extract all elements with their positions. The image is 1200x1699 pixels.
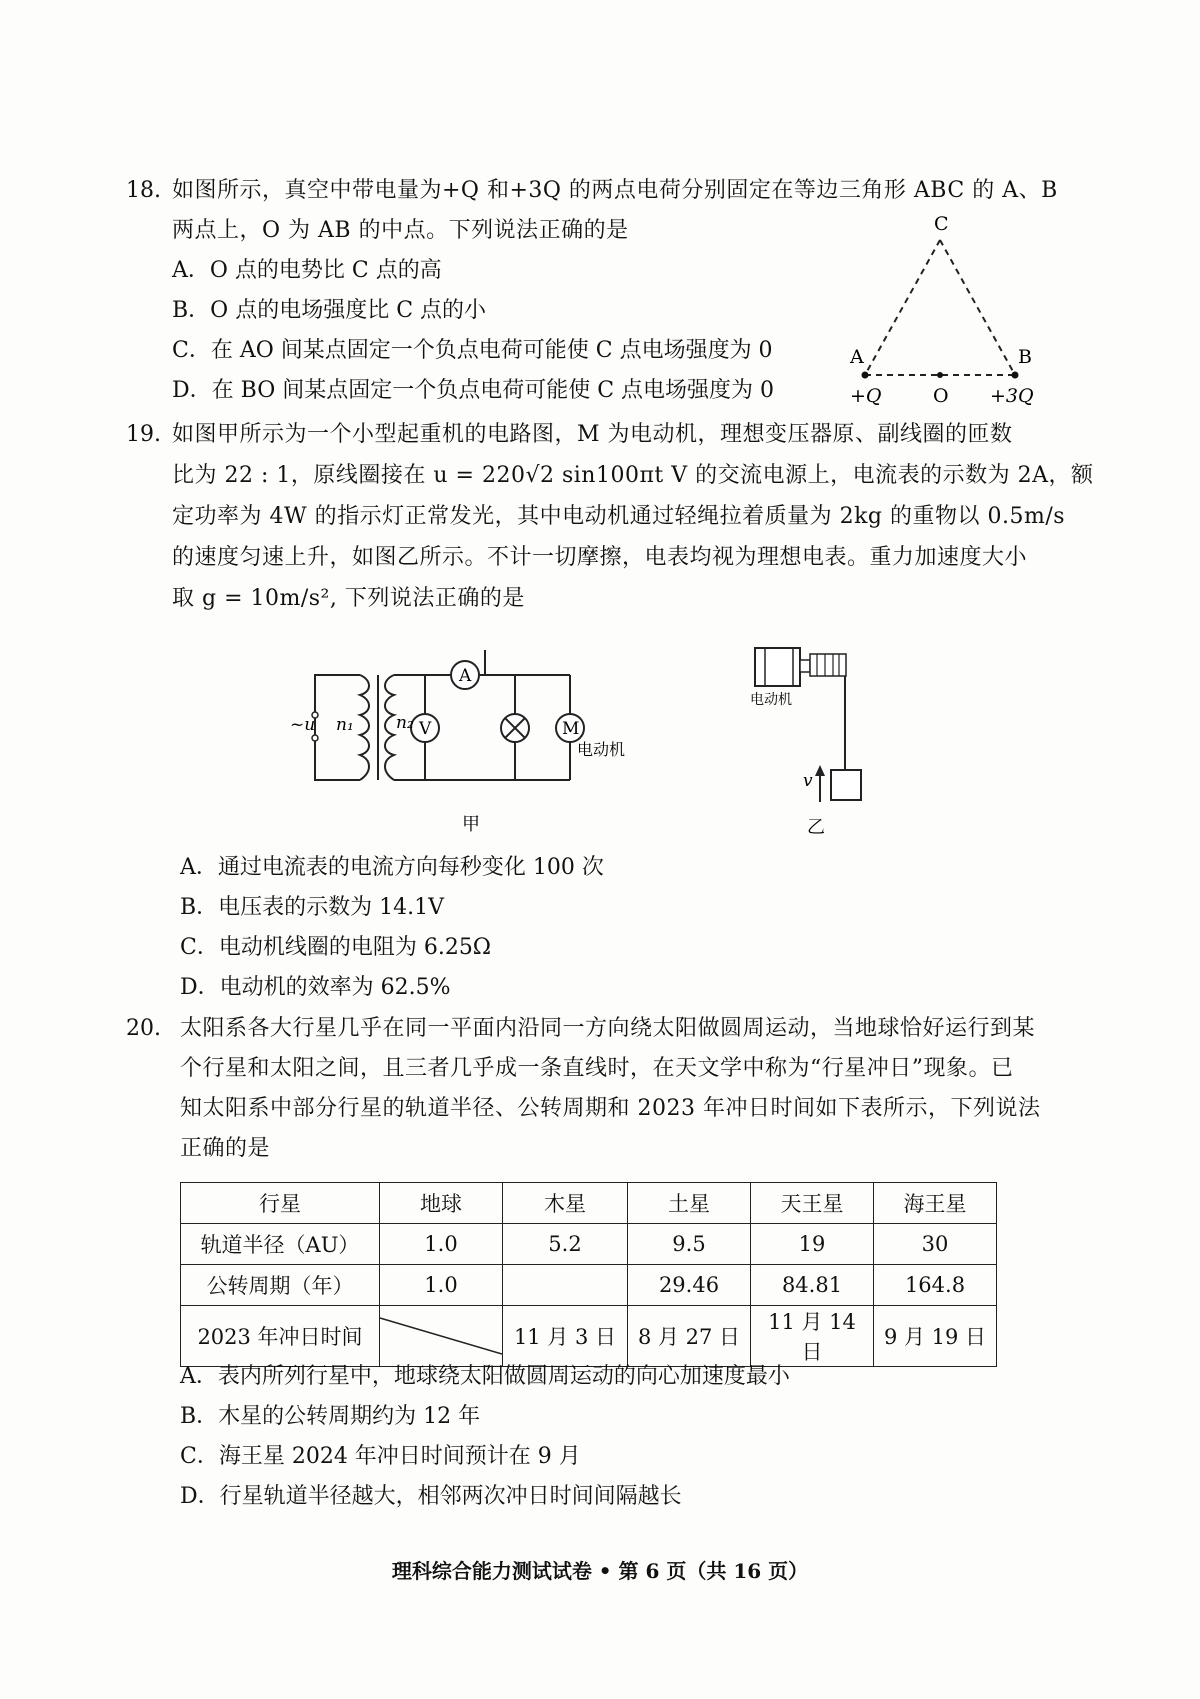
q18-option-c: C．在 AO 间某点固定一个负点电荷可能使 C 点电场强度为 0 [172, 338, 773, 363]
q20-option-a: A．表内所列行星中，地球绕太阳做圆周运动的向心加速度最小 [180, 1364, 790, 1389]
figure-b-caption: 乙 [807, 817, 825, 838]
table-cell: 30 [874, 1224, 997, 1265]
q18-option-a: A．O 点的电势比 C 点的高 [172, 258, 442, 283]
table-header-row [181, 1183, 997, 1224]
table-header-cell: 木星 [503, 1183, 628, 1224]
hoist-diagram [745, 640, 895, 850]
ammeter-label: A [459, 666, 472, 686]
q20-stem-line4: 正确的是 [180, 1136, 271, 1161]
drum-icon [810, 654, 846, 676]
q20-option-c: C．海王星 2024 年冲日时间预计在 9 月 [180, 1444, 581, 1469]
velocity-label: v [803, 771, 813, 791]
q19-stem-line2: 比为 22 : 1，原线圈接在 u = 220√2 sin100πt V 的交流电源上，电流表的示数为 2A，额 [172, 463, 1094, 488]
table-cell: 9 月 19 日 [874, 1306, 997, 1367]
table-cell: 公转周期（年） [181, 1265, 380, 1306]
q19-option-c: C．电动机线圈的电阻为 6.25Ω [180, 935, 492, 960]
q19-stem-line3: 定功率为 4W 的指示灯正常发光，其中电动机通过轻绳拉着质量为 2kg 的重物以 0.5m/s [172, 504, 1066, 529]
source-label: ~u [290, 715, 316, 735]
vertex-c-label: C [934, 213, 949, 235]
voltmeter-label: V [419, 719, 432, 739]
triangle-figure [840, 210, 1050, 410]
charge-a-dot [862, 372, 869, 379]
table-header-cell: 行星 [181, 1183, 380, 1224]
vertex-a-label: A [850, 346, 864, 368]
q19-stem-line4: 的速度匀速上升，如图乙所示。不计一切摩擦，电表均视为理想电表。重力加速度大小 [172, 545, 1028, 570]
table-cell [503, 1265, 628, 1306]
velocity-arrow-icon [815, 765, 825, 776]
q18-option-d: D．在 BO 间某点固定一个负点电荷可能使 C 点电场强度为 0 [172, 378, 775, 403]
table-cell: 9.5 [628, 1224, 751, 1265]
q19-stem-line1: 如图甲所示为一个小型起重机的电路图，M 为电动机，理想变压器原、副线圈的匝数 [172, 422, 1013, 447]
table-cell: 1.0 [380, 1265, 503, 1306]
table-cell: 5.2 [503, 1224, 628, 1265]
table-row [181, 1224, 997, 1265]
q20-stem-line3: 知太阳系中部分行星的轨道半径、公转周期和 2023 年冲日时间如下表所示，下列说法 [180, 1096, 1041, 1121]
motor-text-label: 电动机 [577, 742, 626, 759]
q20-stem-line1: 太阳系各大行星几乎在同一平面内沿同一方向绕太阳做圆周运动，当地球恰好运行到某 [180, 1016, 1036, 1041]
table-cell: 2023 年冲日时间 [181, 1306, 380, 1367]
q19-stem-line5: 取 g = 10m/s², 下列说法正确的是 [172, 586, 525, 611]
table-row [181, 1265, 997, 1306]
point-o-label: O [933, 385, 949, 407]
q18-stem-line1: 如图所示，真空中带电量为+Q 和+3Q 的两点电荷分别固定在等边三角形 ABC 的 A、B [172, 178, 1058, 203]
table-cell: 8 月 27 日 [628, 1306, 751, 1367]
weight-block-icon [831, 770, 861, 800]
q18-number: 18. [126, 178, 161, 203]
table-row [181, 1306, 997, 1367]
n2-label: n₂ [396, 713, 414, 733]
vertex-b-label: B [1018, 346, 1032, 368]
charge-b-dot [1012, 372, 1019, 379]
hoist-motor-label: 电动机 [750, 691, 792, 707]
q20-stem-line2: 个行星和太阳之间，且三者几乎成一条直线时，在天文学中称为“行星冲日”现象。已 [180, 1056, 1014, 1081]
table-cell: 轨道半径（AU） [181, 1224, 380, 1265]
table-header-cell: 海王星 [874, 1183, 997, 1224]
table-cell: 19 [751, 1224, 874, 1265]
table-cell: 29.46 [628, 1265, 751, 1306]
q20-option-b: B．木星的公转周期约为 12 年 [180, 1404, 481, 1429]
q20-number: 20. [126, 1016, 161, 1041]
table-cell: 11 月 14 日 [751, 1306, 874, 1367]
q19-option-d: D．电动机的效率为 62.5% [180, 975, 451, 1000]
circuit-diagram [290, 650, 670, 850]
table-cell: 1.0 [380, 1224, 503, 1265]
q19-option-a: A．通过电流表的电流方向每秒变化 100 次 [180, 855, 604, 880]
motor-symbol-label: M [562, 719, 580, 739]
q18-stem-line2: 两点上，O 为 AB 的中点。下列说法正确的是 [172, 218, 629, 243]
table-cell-diagonal [380, 1306, 503, 1367]
table-cell: 84.81 [751, 1265, 874, 1306]
q19-option-b: B．电压表的示数为 14.1V [180, 895, 445, 920]
q20-option-d: D．行星轨道半径越大，相邻两次冲日时间间隔越长 [180, 1484, 682, 1509]
table-header-cell: 地球 [380, 1183, 503, 1224]
page-footer: 理科综合能力测试试卷 • 第 6 页（共 16 页） [391, 1559, 809, 1583]
figure-a-caption: 甲 [462, 814, 480, 835]
q19-number: 19. [126, 422, 161, 447]
charge-a-label: +Q [850, 385, 882, 407]
table-header-cell: 土星 [628, 1183, 751, 1224]
table-cell: 11 月 3 日 [503, 1306, 628, 1367]
table-cell: 164.8 [874, 1265, 997, 1306]
midpoint-o-dot [937, 372, 943, 378]
charge-b-label: +3Q [990, 385, 1034, 407]
planet-data-table [180, 1182, 997, 1367]
table-header-cell: 天王星 [751, 1183, 874, 1224]
diagonal-slash-icon [380, 1316, 502, 1356]
n1-label: n₁ [336, 715, 354, 735]
q18-option-b: B．O 点的电场强度比 C 点的小 [172, 298, 487, 323]
